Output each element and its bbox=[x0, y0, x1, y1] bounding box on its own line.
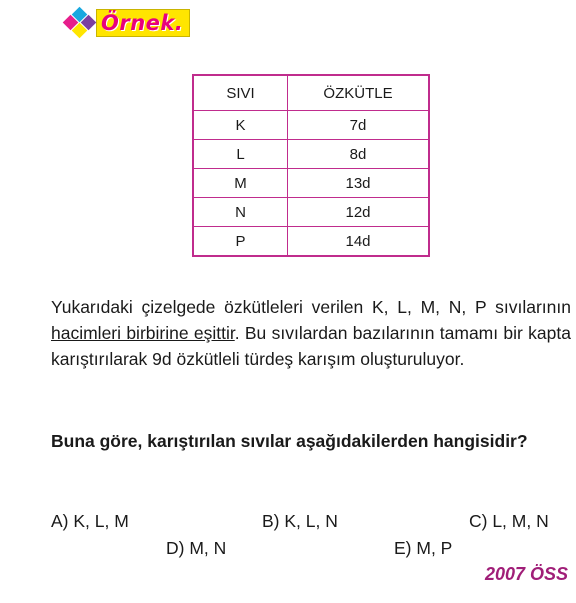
table-header-row bbox=[193, 75, 429, 111]
column-header-liquid: SIVI bbox=[193, 75, 288, 111]
choice-e[interactable]: E) M, P bbox=[394, 538, 453, 558]
density-table bbox=[192, 74, 430, 257]
paragraph-text-end: . Bu sıvılardan bazılarının tamamı bir kapta karıştırılarak 9d özkütleli türdeş karışım oluşturuluyor. bbox=[51, 323, 571, 369]
table-row bbox=[193, 198, 429, 227]
liquid-cell: P bbox=[193, 227, 288, 257]
example-header bbox=[62, 8, 190, 38]
choice-a[interactable]: A) K, L, M bbox=[51, 511, 129, 531]
example-badge-label: Örnek. bbox=[101, 11, 184, 35]
table-row bbox=[193, 111, 429, 140]
paragraph-underlined-text: hacimleri birbirine eşittir bbox=[51, 323, 235, 343]
problem-paragraph bbox=[51, 294, 571, 372]
column-header-density: ÖZKÜTLE bbox=[288, 75, 430, 111]
liquid-cell: N bbox=[193, 198, 288, 227]
example-badge bbox=[96, 9, 190, 37]
diamond-logo-icon bbox=[62, 9, 100, 37]
density-cell: 12d bbox=[288, 198, 430, 227]
paragraph-text-start: Yukarıdaki çizelgede özkütleleri verilen K, L, M, N, P sıvılarının bbox=[51, 297, 571, 317]
density-cell: 14d bbox=[288, 227, 430, 257]
table-row bbox=[193, 169, 429, 198]
choice-b[interactable]: B) K, L, N bbox=[262, 511, 338, 531]
table-row bbox=[193, 227, 429, 257]
liquid-cell: M bbox=[193, 169, 288, 198]
question-text: Buna göre, karıştırılan sıvılar aşağıdakilerden hangisidir? bbox=[51, 431, 528, 451]
density-cell: 13d bbox=[288, 169, 430, 198]
liquid-cell: K bbox=[193, 111, 288, 140]
table-row bbox=[193, 140, 429, 169]
liquid-cell: L bbox=[193, 140, 288, 169]
choice-d[interactable]: D) M, N bbox=[166, 538, 227, 558]
density-cell: 8d bbox=[288, 140, 430, 169]
density-cell: 7d bbox=[288, 111, 430, 140]
exam-source-label: 2007 ÖSS bbox=[484, 564, 568, 584]
choice-c[interactable]: C) L, M, N bbox=[469, 511, 549, 531]
